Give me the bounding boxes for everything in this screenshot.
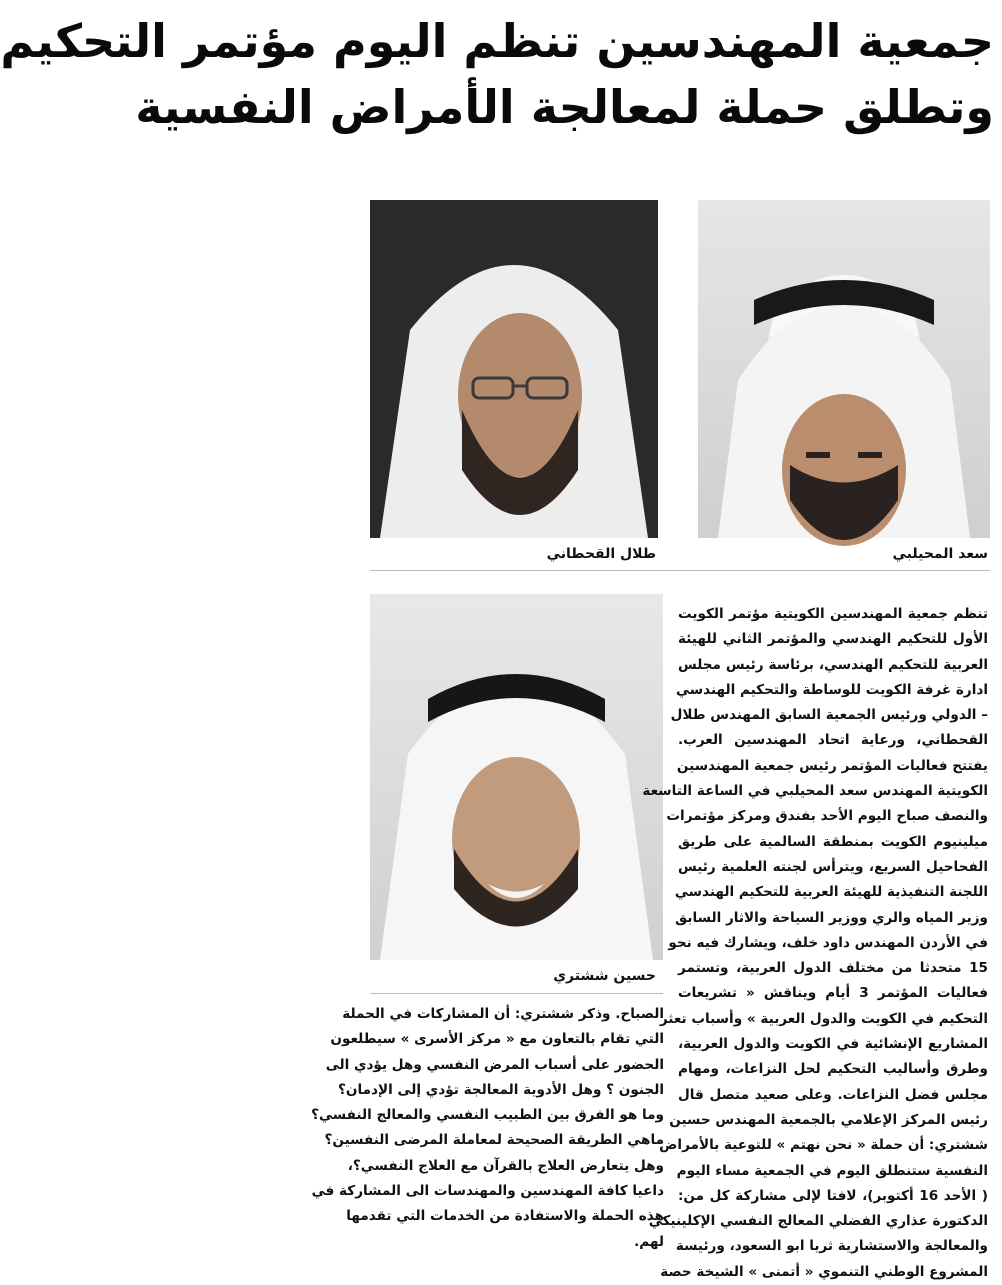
article-line: وما هو الفرق بين الطبيب النفسي والمعالج النفسي؟ [311,1107,664,1124]
photo-talal-alqahtani [370,200,658,538]
article-line: الفحاحيل السريع، ويترأس لجنته العلمية رئيس [678,858,988,875]
article-line: الأول للتحكيم الهندسي والمؤتمر الثاني للهيئة [678,631,988,648]
caption-rule [370,570,990,571]
article-line: النفسية ستنطلق اليوم في الجمعية مساء اليوم [676,1162,988,1179]
article-line: الحضور على أسباب المرض النفسي وهل يؤدي الى [325,1056,664,1073]
article-line: الدكتورة عذاري الفضلي المعالج النفسي الإكلينيكي [648,1213,988,1230]
caption-rule-2 [370,993,663,994]
article-line: ماهي الطريقة الصحيحة لمعاملة المرضى النفسين؟ [324,1132,664,1149]
headline-line-1: جمعية المهندسين تنظم اليوم مؤتمر التحكيم [0,14,994,68]
caption-saad-almuhailbi: سعد المحيلبي [892,546,988,562]
article-line: التي تقام بالتعاون مع « مركز الأسرى » سيطلعون [330,1031,664,1048]
article-line: ادارة غرفة الكويت للوساطة والتحكيم الهندسي [675,681,988,698]
article-line: تنظم جمعية المهندسين الكويتية مؤتمر الكويت [678,606,988,622]
headline-line-2: وتطلق حملة لمعالجة الأمراض النفسية [135,80,994,134]
article-line: الكويتية المهندس سعد المحيلبي في الساعة التاسعة [642,783,988,800]
article-line: داعيا كافة المهندسين والمهندسات الى المشاركة في [311,1183,664,1200]
article-line: هذه الحملة والاستفادة من الخدمات التي تقدمها [346,1208,664,1225]
caption-hussein-shoshtari: حسين ششتري [553,968,656,984]
photo-hussein-shoshtari [370,594,663,960]
article-line: ششتري: أن حملة « نحن نهتم » للتوعية بالأمراض [659,1137,988,1154]
article-line: التحكيم في الكويت والدول العربية » وأسباب تعثر [659,1010,988,1027]
article-line: ميلينيوم الكويت بمنطقة السالمية على طريق [678,833,988,850]
article-line: والمعالجة والاستشارية ثريا ابو السعود، ورئيسة [675,1238,988,1255]
article-line: اللجنة التنفيذية للهيئة العربية للتحكيم الهندسي [674,884,988,901]
article-line: يفتتح فعاليات المؤتمر رئيس جمعية المهندسين [676,757,988,774]
article-line: وزير المياه والري ووزير السياحة والاثار السابق [675,909,988,926]
headline [0,8,994,140]
article-line: مجلس فضل النزاعات. وعلى صعيد متصل قال [678,1086,988,1103]
article-line: المشاريع الإنشائية في الكويت والدول العربية، [678,1036,988,1053]
article-left-column [311,1002,664,1255]
article-line: رئيس المركز الإعلامي بالجمعية المهندس حسين [669,1111,988,1128]
article-line: لهم. [634,1233,664,1250]
article-line: – الدولي ورئيس الجمعية السابق المهندس طلال [670,707,988,724]
article-line: العربية للتحكيم الهندسي، برئاسة رئيس مجلس [678,656,988,673]
photo-saad-almuhailbi [698,200,990,538]
article-line: في الأردن المهندس داود خلف، ويشارك فيه نحو [668,934,988,951]
article-line: فعاليات المؤتمر 3 أيام ويناقش « تشريعات [678,985,988,1002]
article-line: القحطاني، ورعاية اتحاد المهندسين العرب. [678,732,988,749]
article-line: 15 متحدثا من مختلف الدول العربية، وتستمر [678,960,988,977]
article-line: وطرق وأساليب التحكيم لحل النزاعات، ومهام [678,1061,988,1078]
article-line: ( الأحد 16 أكتوبر)، لافتا لإلى مشاركة كل من: [678,1187,988,1204]
article-line: والنصف صباح اليوم الأحد بفندق ومركز مؤتمرات [666,808,988,825]
caption-talal-alqahtani: طلال القحطاني [546,546,656,562]
article-line: المشروع الوطني التنموي « أتمنى » الشيخة حصة [660,1263,988,1280]
article-line: وهل يتعارض العلاج بالقرآن مع العلاج النفسي؟، [347,1157,664,1174]
article-line: الجنون ؟ وهل الأدوية المعالجة تؤدي إلى الإدمان؟ [338,1081,664,1098]
article-line: الصباح. وذكر ششتري: أن المشاركات في الحملة [342,1006,664,1022]
